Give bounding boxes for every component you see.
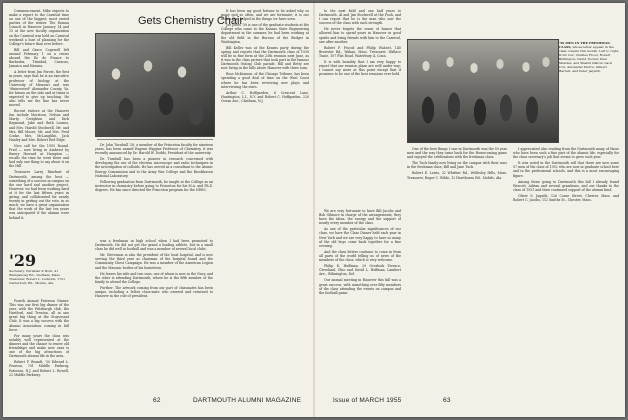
paragraph: Bill and Grace Cogswell left around February 1 on a cruise aboard the Ile de France to Barbados, Trinidad, Curacao, Jamaica and Havana. bbox=[9, 47, 69, 69]
left-col-1-lower bbox=[9, 299, 69, 395]
paragraph: Nice call for the 1955 Round. Fred — now living in Amherst by Emery Howard at Hampton — recalls the time he went there and had only one thing to say about it on the Hill. bbox=[9, 143, 69, 169]
paragraph: Further: The artwork coming from our part of classmates has been unique, including a fellow class-mate who entered and returned to Hanover in the role of president. bbox=[95, 285, 213, 299]
freshman-class-photo bbox=[407, 39, 559, 143]
treasurer-line: Treasurer, Robert L. Ludwick, 1721 Canterbury Rd., Mobile, Ala. bbox=[9, 277, 66, 285]
paragraph: He leaves his wife and two sons, one of whom is now in the Navy, and the other is attending Dartmouth, where he is the fifth member of the family to attend the College. bbox=[95, 271, 213, 284]
paragraph: Oliver S. Jaquith, 126 Corne Street, Chester, Mass. and Robert C. Jacobs, 112 Smiths St., Chester, Mass. bbox=[513, 193, 619, 203]
paragraph: Commencement. Mike expects to make a report to the Carnival time on one of the biggest, most varied parties of the winter. The Roman Council in Hanover January 14 and 15 at the new faculty organization on the Carnival was held on Carnival weekend a host of planning for the College's future than ever before. bbox=[9, 9, 69, 46]
class-officers bbox=[9, 269, 71, 285]
paragraph: Robert F. Brandt, '30 Edward L. Pearson, 701 Middle Parkway, Paterson, N.J. and Robert L. Rowell, 22 Middle Parkway. bbox=[9, 360, 69, 377]
paragraph: Dr. Turnbull has been a pioneer in research concerned with developing the use of the electron microscope and radio techniques in the investigation of colloids. He has served as a consultant to the Atomic Energy Commission and to the Army War College and the Brookhaven National Laboratory. bbox=[95, 157, 213, 178]
caption-title: '50 MEN IN THE FRESHMAN CLASS, bbox=[559, 41, 610, 49]
paragraph: Bill Keller was at the Kearns party during the spring and reports that the Dartmouth class of 1928 will be in fine form at the 25th reunion next June, as it was in the class picture that took part in the famous Dartmouth Outing Club parade. Bill and Betty are now living in the hills above Hanover with three sons. bbox=[221, 45, 309, 71]
chemistry-photo bbox=[95, 33, 215, 137]
paragraph: For many years the class was notably well represented at the dinners and the chance to renew old friendships and make new ones is one of the big attractions of Dartmouth alumni life in the area. bbox=[9, 333, 69, 359]
article-body bbox=[95, 143, 213, 233]
footer-issue-date: Issue of MARCH 1955 bbox=[333, 397, 402, 404]
paragraph: It is with humility that I am very happy to report that our reunion plans are well under way; I cannot say more at this point except that it promises to be one of the best reunions ever held. bbox=[319, 60, 401, 77]
paragraph: was a freshman in high school when I had been promoted to Dartmouth. He did not get the grand a leading athlete, but in a small class he did well in football and was a member of several local clubs. bbox=[95, 239, 213, 252]
magazine-spread bbox=[3, 3, 625, 417]
paragraph: Our annual meeting in Hanover this fall was a great success, with something over fifty members of the class attending the events on campus and the football game. bbox=[319, 278, 401, 295]
right-col-3 bbox=[513, 147, 619, 395]
paragraph: Mr. Stevenson is also the president of the local hospital, and is now serving the third year as chairman of the hospital board and the Community Chest Campaign. He was a member of the American Legion and the Masonic bodies of his hometown. bbox=[95, 253, 213, 270]
paragraph: to the next field and one half years to Dartmouth. Al and Jim Stockwell at the Pooh, and I can report that he is the man who saw the success of the class with such strength. bbox=[319, 9, 401, 26]
left-col-2-lower bbox=[95, 239, 213, 395]
paragraph: He never forgets the sense of humor that allowed him to spend years in Hanover in good spirits and bring friends with him to the Carnival, one after another. bbox=[319, 27, 401, 44]
paragraph: Joe Jones '30 is one of the graduate students at the College who came to the Kansas State Engineering department in the summer, he had been working at the old field in the Bureau of the Budget in Washington. bbox=[221, 23, 309, 44]
photo-rule bbox=[97, 139, 213, 140]
paragraph: It was noted in the Dartmouth roll that there are now some 57 men of the class of 1952 who are now in graduate school here and in the professional schools, and this is a most encouraging figure. bbox=[513, 161, 619, 178]
paragraph: It has been my good fortune to be asked why so many quit so often, and we are fortunate; it is our brains that helped in the things we have seen. bbox=[221, 9, 309, 22]
secretary-line: Secretary, Christian P. Born, 41 Wampanoag Rd., Dedham, Mass. bbox=[9, 269, 61, 277]
paragraph: We are very fortunate to have Bill Jacobs and Bob Gilmore in charge of the arrangements; they have the ideas, the energy and the support of nearly every member of the class. bbox=[319, 209, 401, 226]
right-col-1-lower bbox=[319, 209, 401, 395]
paragraph: Philip K. Huffman, 29 Overlook Terrace, Cleveland, Ohio and David L. Hoffman, Lambert Ave., Wilmington, Del. bbox=[319, 264, 401, 277]
paragraph: Robert E. Lewis, 32 Whittier Rd., Wellesley Hills, Mass. Treasurer, Roger C. Wilde, 12 Hawthorne Rd., Mobile, Ala. bbox=[407, 171, 507, 180]
class-year-heading: '29 bbox=[9, 251, 37, 270]
paragraph: I appreciated also reading from the Dartmouth many of those who have been such a fine part of the alumni life, especially for the class secretary's job that seems to grow each year. bbox=[513, 147, 619, 160]
photo-caption bbox=[559, 41, 619, 73]
left-col-3 bbox=[221, 9, 309, 395]
page-number-right: 63 bbox=[443, 397, 451, 404]
caption-text: whose letter appear in the class column this month. Left to right, front row: Charles Flood, Robert Bullington, David Tucker, Paul Mendez, and Shahid Dalton; back row: Alexander Pierce, Gilbert Barrett, and Peter Jaquith. bbox=[559, 45, 620, 73]
paragraph: Ross McKennon, of the Chicago Tribune, has been spending a good deal of time on the West Coast where he has been reviewing new plays and interviewing the stars. bbox=[221, 72, 309, 89]
paragraph: The Tuck family now living on the campus with their sons in the freshman class; Bill and Jane Tuck. bbox=[407, 161, 507, 170]
paragraph: Treasurer Larry Rinehart of Dartmouth, among the best — something of a success in campus on the one hard and another project. However, we had been working hard at it for the last fifteen years in giving, and collaborated for nearly twenty in getting out the vote, in so much, we have a great organization that the work of the last ten years was anticipated if the alumni were behind it. bbox=[9, 170, 69, 220]
footer-magazine-title: DARTMOUTH ALUMNI MAGAZINE bbox=[193, 397, 302, 404]
paragraph: Fourth Annual Paterson Dinner. This was our first big dinner of the year, with the Pittsburgh club, the Hartford, and Trenton, all in one great big thing at the Stuyvesant Club. It was a big success with the Alumni Association coming in full force. bbox=[9, 299, 69, 332]
paragraph: Following graduation from Dartmouth, he taught at the College as an instructor in chemistry before going to Princeton for his M.A. and Ph.D. degrees. He has since directed the Princeton program for the NDRC. bbox=[95, 179, 213, 192]
article-title: Gets Chemistry Chair bbox=[138, 15, 244, 27]
right-col-2 bbox=[407, 147, 507, 395]
paragraph: Among those going to Dartmouth this fall I already found Wescott, Adrian and several grandsons, and our thanks to the class of 1931 and their continued support of the alumni fund. bbox=[513, 179, 619, 192]
paragraph: As one of the particular significances of our class, we have the Class Dinner held each year in New York and we are very happy to have so many of the old boys come back together for a fine evening. bbox=[319, 227, 401, 248]
paragraph: A letter from Jim Forest, the first in years, says that he is an executive professor of biology at the University of Missouri and was "disinvested" Alexander County. Va. for bisons on the side and at times is expected to give up teaching. He also tells me the line has never moved. bbox=[9, 70, 69, 108]
page-gutter bbox=[313, 3, 315, 417]
paragraph: One of the best things I saw in Dartmouth was the 50 year men and the way they came back for the Homecoming game and enjoyed the celebrations with the freshman class. bbox=[407, 147, 507, 160]
paragraph: Dr. John Turnbull '28, a member of the Princeton faculty for nineteen years, has been named Eugene Higgins Professor of Chemistry, it was recently announced by Dr. Harold W. Dodds, President of the university. bbox=[95, 143, 213, 156]
paragraph: Arthur C. Hoffgarden, 6 Crescent Lane, Huntington, L.I., N.Y. and Robert C. Hoffgarden, 220 Ocean Ave., Chatham, N.J. bbox=[221, 90, 309, 103]
left-col-1 bbox=[9, 9, 69, 247]
paragraph: Recent visitors at the Hanover Inn include Morrison, Nelson and Marty, Creighton and Dick Raymond, Jake and Ruth Loomis, and Mrs. Harold Stockwell, Mr. and Mrs. Bill Moore, Mr. and Mrs. Fred Cooke, Mrs. McLaughlin, Jack Hanley and Mrs. Robert Red Edge. bbox=[9, 109, 69, 142]
paragraph: And the class letters continue to come in from all parts of the world telling us of news of the members of the class, which is very welcome. bbox=[319, 249, 401, 263]
page-number-left: 62 bbox=[153, 397, 161, 404]
paragraph: Robert F. Fiscod and Philip Walcott, 140 Brewster Rd., Waban, Mass. Treasurer, Wallace Tunie, 107 Flat Road, Waterbury 4, Conn. bbox=[319, 45, 401, 58]
